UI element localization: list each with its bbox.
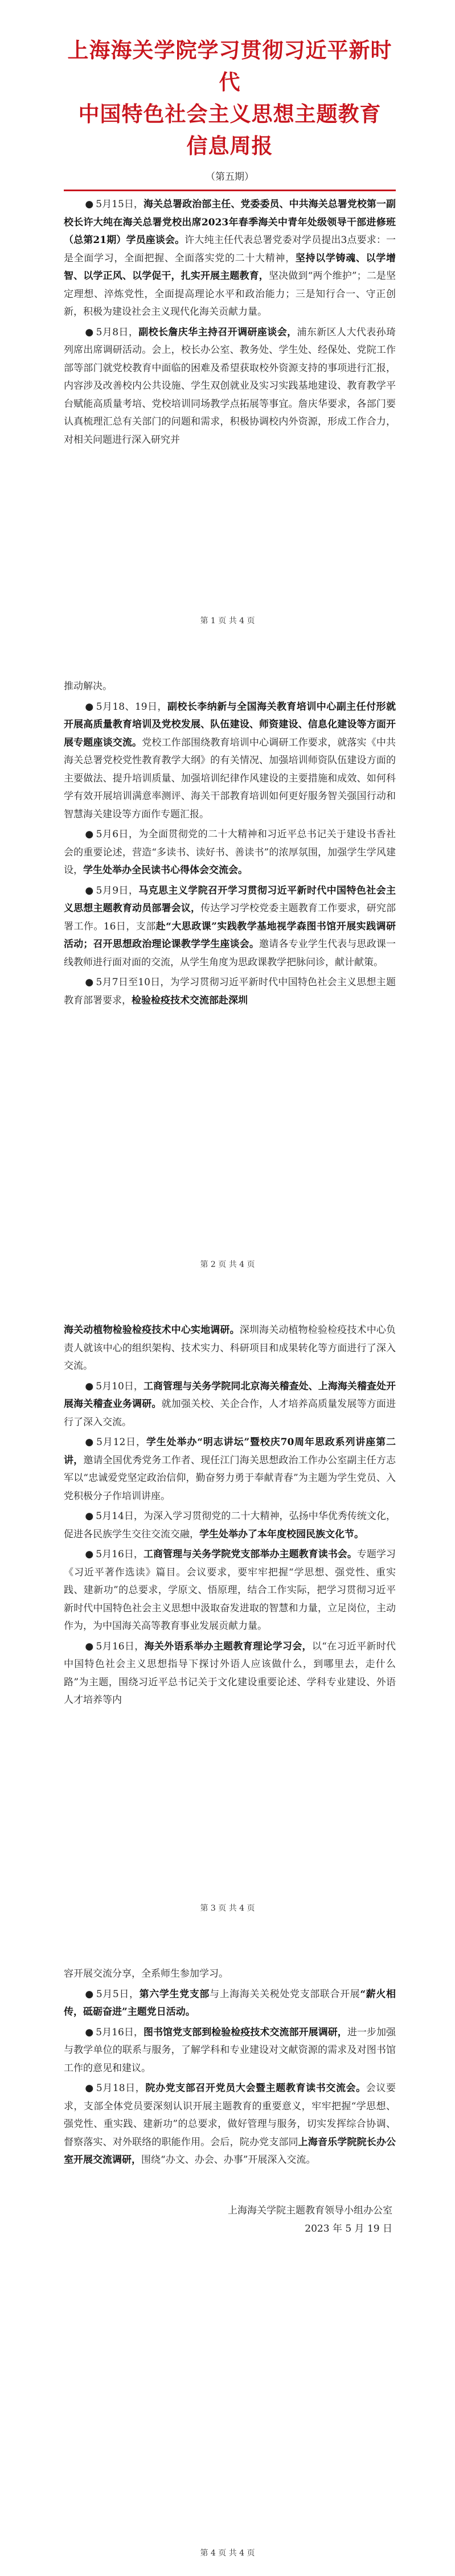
page-3 <box>0 1287 455 1931</box>
bullet-icon: ● <box>85 1437 95 1448</box>
item-body: 会议要求，支部全体党员要深刻认识开展主题教育的重要意义，牢牢把握“学思想、强党性、重实践、建新功”的总要求，做好管理与服务，切实发挥综合协调、督察落实、对外联络的职能作用。 <box>64 2083 396 2148</box>
item-body: 为深入学习贯彻党的二十大精神，弘扬中华优秀传统文化，促进各民族学生交往交流交融， <box>64 1511 396 1540</box>
issuing-office: 上海海关学院主题教育领导小组办公室 <box>228 2204 392 2216</box>
bullet-icon: ● <box>85 2083 94 2094</box>
news-item <box>64 974 396 1010</box>
bullet-icon: ● <box>85 199 94 210</box>
item-body: 浦东新区人大代表孙琦列席出席调研活动。会上，校长办公室、教务处、学生处、经保处、党院工作部等部门就党校教育中面临的困难及希望获取校外资源支持的事项进行汇报，内容涉及改善校内公共设施、学生双创就业及实习实践基地建设、教育教学平台赋能高质量考培、党校培训同场教学点拓展等事宜。詹庆华要求，各部门要认真梳理汇总有关部门的问题和需求，积极协调校内外资源，形成工作合力，对相关问题进行深入研究并 <box>64 326 396 446</box>
page-number: 第 4 页 共 4 页 <box>200 2549 255 2558</box>
item-body: 会后，院办党支部同 <box>210 2136 298 2148</box>
item-date: 5月12日， <box>96 1437 146 1448</box>
item-date: 5月16日， <box>96 1549 144 1560</box>
item-headline: 检验检疫技术交流部赴深圳 <box>132 994 248 1006</box>
bullet-icon: ● <box>85 1511 94 1522</box>
page-number: 第 1 页 共 4 页 <box>200 616 255 626</box>
title-line-3: 信息周报 <box>186 133 273 158</box>
item-date: 5月15日， <box>96 199 144 210</box>
page-number: 第 3 页 共 4 页 <box>200 1904 255 1913</box>
item-body: 深圳海关动植物检验检疫技术中心负责人就该中心的组织架构、技术实力、科研项目和成果转化等方面进行了深入交流。 <box>64 1324 396 1372</box>
continued-text: 推动解决。 <box>64 681 112 692</box>
bullet-icon: ● <box>85 326 94 338</box>
bullet-icon: ● <box>85 977 94 988</box>
item-date: 5月9日， <box>96 884 139 896</box>
item-body: 进一步加强与教学单位的联系与服务，了解学科和专业建设对文献资源的需求及对图书馆工作的意见和建议。 <box>64 2026 396 2074</box>
page-2 <box>0 644 455 1287</box>
item-body: 党校工作部围绕教育培训中心调研工作要求，就落实《中共海关总署党校党性教育教学大纲》的有关情况、加强培训师资队伍建设方面的主要做法、提升培训质量、加强培训纪律作风建设的主要措施和成效、如何科学有效开展培训满意率测评、海关干部教育培训如何更好服务智关强国行动和智慧海关建设等方面作专题汇报。 <box>64 736 396 820</box>
item-body: 为全面贯彻党的二十大精神和习近平总书记关于建设书香社会的重要论述，营造“多读书、读好书、善读书”的浓厚氛围，加强学生学风建设， <box>64 829 396 876</box>
item-body: 与上海海关关税处党支部联合开展 <box>210 1988 360 2000</box>
item-body: 坚决做到“两个维护”；二是坚定理想、淬炼党性，全面提高理论水平和政治能力；三是知行合一、守正创新，积极为建设社会主义现代化海关贡献力量。 <box>64 270 396 318</box>
item-highlight: 赴“大思政课”实践教学基地视学森图书馆开展实践调研活动；召开思想政治理论课教学学生座谈会。 <box>64 920 396 950</box>
item-date: 5月18、19日， <box>96 701 167 713</box>
item-body: 以“在习近平新时代中国特色社会主义思想指导下探讨外语人应该做什么，到哪里去，走什么路”为主题，围绕习近平总书记关于文化建设重要论述、学科专业建设、外语人才培养等内 <box>64 1640 396 1706</box>
news-item <box>64 1546 396 1636</box>
item-highlight: 坚持以学铸魂、以学增智、以学正风、以学促干，扎实开展主题教育， <box>64 252 396 282</box>
bullet-icon: ● <box>85 1380 94 1392</box>
item-body: 邀请全国优秀党务工作者、现任江门海关思想政治工作办公室副主任方志军以“忠诚爱党坚定政治信仰，勤奋努力勇于奉献青春”为主题为学生党员、入党积极分子作培训讲座。 <box>64 1454 396 1502</box>
news-item <box>64 196 396 322</box>
item-body: 为学习贯彻习近平新时代中国特色社会主义思想主题教育部署要求， <box>64 977 396 1006</box>
news-item <box>64 1378 396 1432</box>
item-date: 5月7日至10日， <box>96 977 170 988</box>
item-headline: 副校长李纳新与全国海关教育培训中心副主任付形就开展高质量教育培训及党校发展、队伍建设、师资建设、信息化建设等方面开展专题座谈交流。 <box>64 701 396 748</box>
news-item <box>64 2080 396 2170</box>
item-headline: 海关外语系举办主题教育理论学习会， <box>144 1640 312 1652</box>
page-1 <box>0 0 455 644</box>
bullet-icon: ● <box>85 1549 94 1560</box>
item-body: 就加强关校、关企合作，人才培养高质量发展等方面进行了深入交流。 <box>64 1398 396 1428</box>
continued-text: 容开展交流分享，全系师生参加学习。 <box>64 1968 228 1980</box>
item-date: 5月16日， <box>96 1640 145 1652</box>
item-highlight: “薪火相传，砥砺奋进”主题党日活动。 <box>64 1988 396 2018</box>
news-item <box>64 324 396 450</box>
news-item <box>64 1638 396 1710</box>
item-body: 许大纯主任代表总署党委对学员提出3点要求：一是全面学习，全面把握、全面落实党的二十大精神， <box>64 234 396 264</box>
item-date: 5月5日， <box>96 1988 140 2000</box>
item-headline: 工商管理与关务学院党支部举办主题教育读书会。 <box>143 1549 357 1560</box>
item-headline: 学生处举办了本年度校园民族文化节。 <box>199 1528 364 1540</box>
news-item <box>64 2024 396 2078</box>
continued-text <box>64 1322 396 1376</box>
item-date: 5月6日， <box>96 829 139 840</box>
issue-date: 2023 年 5 月 19 日 <box>305 2223 392 2235</box>
bullet-icon: ● <box>85 1640 94 1652</box>
news-item <box>64 698 396 824</box>
item-date: 5月18日， <box>96 2083 146 2094</box>
item-body: 传达学习学校党委主题教育工作要求，研究部署工作。16日，支部 <box>64 903 396 932</box>
page-number: 第 2 页 共 4 页 <box>200 1260 255 1269</box>
item-headline: 学生处举办全民读书心得体会交流会。 <box>83 865 248 876</box>
news-item <box>64 1986 396 2022</box>
item-headline: 院办党支部召开党员大会暨主题教育读书交流会。 <box>145 2083 366 2094</box>
news-item <box>64 1508 396 1544</box>
item-headline: 海关动植物检验检疫技术中心实地调研。 <box>64 1324 240 1336</box>
item-headline: 第六学生党支部 <box>139 1988 210 2000</box>
item-date: 5月16日， <box>96 2026 144 2038</box>
item-body: 专题学习《习近平著作选读》篇目。会议要求，要牢牢把握“学思想、强党性、重实践、建新功”的总要求，学原文、悟原理，结合工作实际，把学习贯彻习近平新时代中国特色社会主义思想中汲取奋发进取的智慧和力量，立足岗位，主动作为，为中国海关高等教育事业发展贡献力量。 <box>64 1549 396 1632</box>
bullet-icon: ● <box>85 884 94 896</box>
title-divider <box>64 190 396 191</box>
item-headline: 学生处举办“明志讲坛”暨校庆70周年思政系列讲座第二讲， <box>64 1437 396 1466</box>
report-title <box>64 34 396 162</box>
news-item <box>64 826 396 880</box>
item-highlight: 上海音乐学院院长办公室开展交流调研， <box>64 2136 396 2166</box>
title-line-2: 中国特色社会主义思想主题教育 <box>78 101 382 126</box>
item-headline: 工商管理与关务学院同北京海关稽查处、上海海关稽查处开展海关稽查业务调研。 <box>64 1380 396 1410</box>
item-headline: 图书馆党支部到检验检疫技术交流部开展调研， <box>143 2026 347 2038</box>
item-body: 邀请各专业学生代表与思政课一线教师进行面对面的交流，从学生角度为思政课教学把脉问诊，献计献策。 <box>64 939 396 968</box>
page-4 <box>0 1931 455 2576</box>
bullet-icon: ● <box>85 2026 94 2038</box>
news-item <box>64 1434 396 1505</box>
bullet-icon: ● <box>85 1988 94 2000</box>
item-date: 5月10日， <box>96 1380 144 1392</box>
bullet-icon: ● <box>85 701 94 713</box>
item-headline: 副校长詹庆华主持召开调研座谈会， <box>138 326 297 338</box>
item-date: 5月8日， <box>96 326 139 338</box>
item-body: 围绕“办文、办会、办事”开展深入交流。 <box>141 2154 316 2166</box>
issue-number: （第五期） <box>206 171 254 183</box>
news-item <box>64 882 396 972</box>
title-line-1: 上海海关学院学习贯彻习近平新时代 <box>67 38 392 94</box>
item-headline: 海关总署政治部主任、党委委员、中共海关总署党校第一副校长许大纯在海关总署党校出席2023年春季海关中青年处级领导干部进修班（总第21期）学员座谈会。 <box>64 199 396 246</box>
bullet-icon: ● <box>85 829 94 840</box>
item-headline: 马克思主义学院召开学习贯彻习近平新时代中国特色社会主义思想主题教育动员部署会议， <box>64 884 396 914</box>
item-date: 5月14日， <box>96 1511 144 1522</box>
